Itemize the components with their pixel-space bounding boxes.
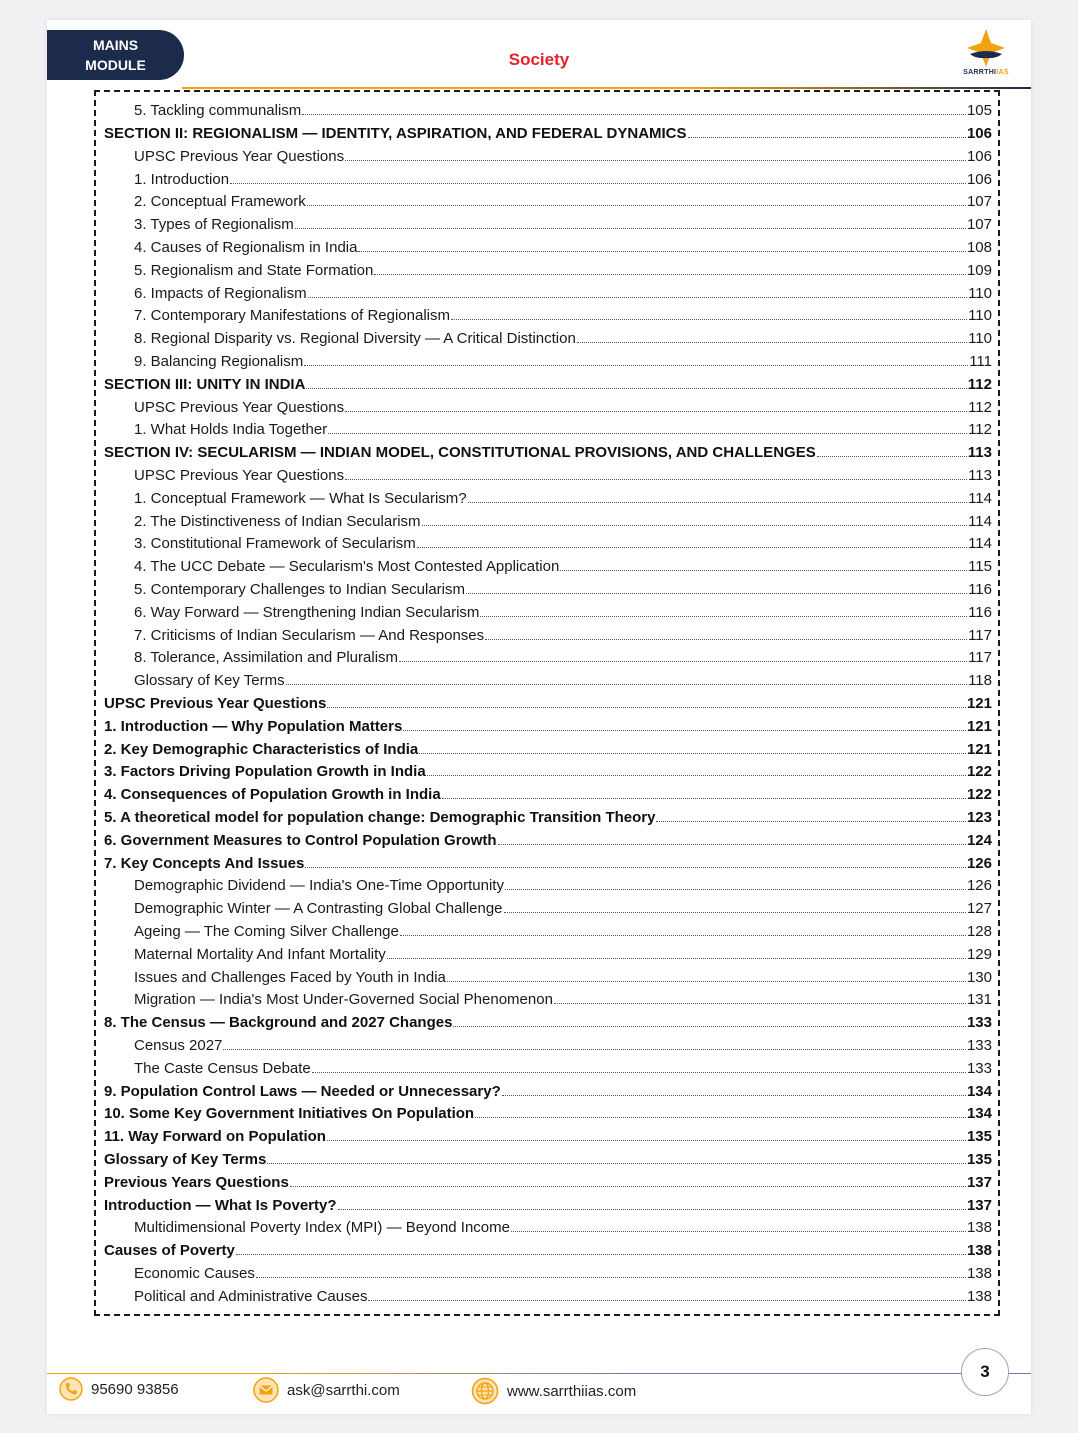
toc-dot-leader — [817, 442, 967, 457]
toc-entry-title: 4. Causes of Regionalism in India — [134, 239, 358, 257]
logo-wordmark — [957, 69, 1015, 76]
toc-entry-page: 130 — [966, 968, 992, 986]
toc-entry-page: 129 — [966, 945, 992, 963]
document-page — [47, 20, 1031, 1414]
toc-entry-title: SECTION III: UNITY IN INDIA — [104, 375, 306, 393]
toc-entry-title: 1. Conceptual Framework — What Is Secularism? — [134, 489, 467, 507]
toc-entry-page: 135 — [966, 1128, 992, 1146]
footer-divider — [47, 1373, 1031, 1374]
toc-entry-title: Ageing — The Coming Silver Challenge — [134, 922, 399, 940]
toc-entry-page: 121 — [966, 740, 992, 758]
toc-dot-leader — [480, 602, 967, 617]
toc-entry[interactable] — [104, 716, 992, 739]
toc-entry-title: 10. Some Key Government Initiatives On Population — [104, 1105, 475, 1123]
toc-dot-leader — [307, 191, 966, 206]
toc-entry[interactable] — [104, 214, 992, 237]
toc-entry-title: UPSC Previous Year Questions — [134, 398, 345, 416]
toc-dot-leader — [338, 1194, 966, 1209]
toc-entry[interactable] — [104, 351, 992, 374]
toc-entry-title: 5. Regionalism and State Formation — [134, 261, 374, 279]
toc-entry-page: 133 — [966, 1014, 992, 1032]
toc-entry-page: 109 — [966, 261, 992, 279]
toc-dot-leader — [230, 168, 966, 183]
toc-entry-title: 5. A theoretical model for population change: Demographic Transition Theory — [104, 808, 656, 826]
toc-entry-title: Demographic Winter — A Contrasting Global Challenge — [134, 900, 503, 918]
toc-entry-page: 110 — [968, 284, 992, 302]
toc-entry[interactable] — [104, 556, 992, 579]
toc-entry[interactable] — [104, 943, 992, 966]
toc-dot-leader — [328, 419, 967, 434]
toc-entry-title: UPSC Previous Year Questions — [104, 694, 327, 712]
phone-icon — [59, 1377, 83, 1401]
toc-entry-title: 8. Regional Disparity vs. Regional Diversity — A Critical Distinction — [134, 330, 576, 348]
toc-dot-leader — [554, 989, 966, 1004]
toc-entry[interactable] — [104, 1263, 992, 1286]
toc-dot-leader — [306, 374, 966, 389]
toc-entry[interactable] — [104, 1012, 992, 1035]
toc-entry-title: 3. Factors Driving Population Growth in India — [104, 763, 426, 781]
toc-entry-title: 5. Contemporary Challenges to Indian Secularism — [134, 580, 466, 598]
toc-entry[interactable] — [104, 1035, 992, 1058]
toc-dot-leader — [304, 351, 968, 366]
toc-entry-page: 114 — [968, 512, 992, 530]
globe-icon — [471, 1377, 499, 1405]
toc-entry-title: Glossary of Key Terms — [104, 1150, 267, 1168]
toc-dot-leader — [466, 579, 967, 594]
toc-dot-leader — [417, 533, 967, 548]
toc-dot-leader — [358, 237, 966, 252]
toc-entry-title: 6. Government Measures to Control Population Growth — [104, 831, 497, 849]
toc-entry-title: 8. Tolerance, Assimilation and Pluralism — [134, 649, 399, 667]
toc-entry-page: 114 — [968, 489, 992, 507]
toc-entry-page: 124 — [966, 831, 992, 849]
toc-entry-page: 134 — [966, 1082, 992, 1100]
toc-entry-page: 131 — [966, 991, 992, 1009]
toc-entry[interactable] — [104, 898, 992, 921]
toc-entry[interactable] — [104, 168, 992, 191]
toc-entry-title: 8. The Census — Background and 2027 Changes — [104, 1014, 453, 1032]
footer-email[interactable] — [253, 1377, 400, 1403]
toc-entry[interactable] — [104, 989, 992, 1012]
toc-dot-leader — [447, 966, 966, 981]
toc-entry-title: Migration — India's Most Under-Governed Social Phenomenon — [134, 991, 553, 1009]
toc-entry[interactable] — [104, 761, 992, 784]
toc-entry-title: 11. Way Forward on Population — [104, 1128, 326, 1146]
toc-entry[interactable] — [104, 875, 992, 898]
toc-entry-title: 9. Balancing Regionalism — [134, 353, 304, 371]
toc-dot-leader — [403, 716, 966, 731]
toc-entry[interactable] — [104, 693, 992, 716]
toc-entry-page: 133 — [966, 1036, 992, 1054]
toc-entry[interactable] — [104, 1057, 992, 1080]
toc-entry[interactable] — [104, 374, 992, 397]
mail-icon — [253, 1377, 279, 1403]
email-address: ask@sarrthi.com — [287, 1381, 400, 1399]
table-of-contents — [94, 90, 1000, 1316]
toc-dot-leader — [453, 1012, 966, 1027]
toc-dot-leader — [442, 784, 966, 799]
toc-dot-leader — [327, 693, 966, 708]
toc-entry[interactable] — [104, 966, 992, 989]
toc-entry-title: Previous Years Questions — [104, 1173, 289, 1191]
toc-entry-title: SECTION IV: SECULARISM — INDIAN MODEL, CONSTITUTIONAL PROVISIONS, AND CHALLENGES — [104, 444, 816, 462]
toc-entry-title: Economic Causes — [134, 1264, 255, 1282]
toc-entry-page: 107 — [966, 216, 992, 234]
toc-entry-title: Introduction — What Is Poverty? — [104, 1196, 337, 1214]
toc-entry-title: The Caste Census Debate — [134, 1059, 311, 1077]
toc-dot-leader — [302, 100, 966, 115]
toc-entry[interactable] — [104, 1149, 992, 1172]
toc-entry-page: 123 — [966, 808, 992, 826]
toc-entry-page: 138 — [966, 1287, 992, 1305]
toc-entry-title: 3. Constitutional Framework of Secularism — [134, 535, 416, 553]
toc-dot-leader — [295, 214, 966, 229]
toc-dot-leader — [419, 738, 966, 753]
toc-entry-page: 111 — [969, 353, 992, 371]
toc-entry-title: 7. Key Concepts And Issues — [104, 854, 305, 872]
toc-dot-leader — [485, 624, 967, 639]
toc-entry-title: 7. Contemporary Manifestations of Regionalism — [134, 307, 450, 325]
toc-entry[interactable] — [104, 1126, 992, 1149]
footer-phone[interactable] — [59, 1377, 179, 1401]
toc-dot-leader — [688, 123, 966, 138]
toc-dot-leader — [327, 1126, 966, 1141]
toc-entry[interactable] — [104, 807, 992, 830]
toc-entry-page: 134 — [966, 1105, 992, 1123]
toc-dot-leader — [345, 465, 967, 480]
toc-dot-leader — [286, 670, 967, 685]
toc-entry-page: 116 — [968, 580, 992, 598]
toc-entry-title: 5. Tackling communalism — [134, 102, 302, 120]
toc-entry-title: 6. Way Forward — Strengthening Indian Secularism — [134, 603, 480, 621]
toc-entry-page: 110 — [968, 330, 992, 348]
toc-entry[interactable] — [104, 852, 992, 875]
toc-entry-page: 122 — [966, 786, 992, 804]
toc-entry-page: 106 — [966, 125, 992, 143]
toc-dot-leader — [511, 1217, 966, 1232]
brand-logo — [957, 28, 1015, 86]
toc-dot-leader — [656, 807, 966, 822]
toc-dot-leader — [256, 1263, 966, 1278]
toc-entry[interactable] — [104, 237, 992, 260]
toc-entry-title: 6. Impacts of Regionalism — [134, 284, 307, 302]
toc-entry-page: 117 — [968, 649, 992, 667]
toc-entry-title: 2. The Distinctiveness of Indian Secularism — [134, 512, 421, 530]
toc-entry-page: 138 — [966, 1264, 992, 1282]
toc-dot-leader — [504, 898, 966, 913]
toc-entry-title: Causes of Poverty — [104, 1242, 235, 1260]
toc-entry[interactable] — [104, 1103, 992, 1126]
toc-entry-title: 2. Conceptual Framework — [134, 193, 306, 211]
toc-entry[interactable] — [104, 647, 992, 670]
toc-entry-page: 115 — [968, 558, 992, 576]
toc-entry-page: 133 — [966, 1059, 992, 1077]
toc-dot-leader — [451, 305, 967, 320]
toc-entry-page: 112 — [968, 398, 992, 416]
toc-dot-leader — [305, 852, 966, 867]
toc-entry[interactable] — [104, 396, 992, 419]
toc-entry[interactable] — [104, 191, 992, 214]
toc-dot-leader — [399, 647, 967, 662]
toc-dot-leader — [502, 1080, 966, 1095]
toc-dot-leader — [345, 396, 967, 411]
toc-entry[interactable] — [104, 921, 992, 944]
toc-entry[interactable] — [104, 624, 992, 647]
toc-entry-page: 138 — [966, 1219, 992, 1237]
toc-entry-page: 112 — [967, 375, 992, 393]
toc-entry-title: 4. Consequences of Population Growth in India — [104, 786, 441, 804]
toc-entry-title: Multidimensional Poverty Index (MPI) — Beyond Income — [134, 1219, 510, 1237]
toc-entry-title: Political and Administrative Causes — [134, 1287, 368, 1305]
toc-entry-page: 127 — [966, 900, 992, 918]
toc-entry-title: 1. What Holds India Together — [134, 421, 328, 439]
toc-entry[interactable] — [104, 1240, 992, 1263]
toc-entry-page: 105 — [966, 102, 992, 120]
toc-dot-leader — [345, 146, 966, 161]
toc-dot-leader — [312, 1057, 966, 1072]
toc-entry-page: 138 — [966, 1242, 992, 1260]
toc-dot-leader — [290, 1171, 966, 1186]
toc-entry[interactable] — [104, 510, 992, 533]
toc-entry[interactable] — [104, 1080, 992, 1103]
toc-entry-page: 106 — [966, 147, 992, 165]
toc-entry-page: 116 — [968, 603, 992, 621]
module-badge-line2: MODULE — [85, 57, 146, 73]
toc-entry[interactable] — [104, 419, 992, 442]
toc-entry-page: 106 — [966, 170, 992, 188]
toc-entry[interactable] — [104, 100, 992, 123]
toc-entry[interactable] — [104, 533, 992, 556]
toc-dot-leader — [422, 510, 968, 525]
toc-entry[interactable] — [104, 328, 992, 351]
toc-entry-title: Issues and Challenges Faced by Youth in India — [134, 968, 446, 986]
toc-entry-page: 128 — [966, 922, 992, 940]
toc-entry-page: 126 — [966, 877, 992, 895]
toc-dot-leader — [236, 1240, 966, 1255]
toc-entry-page: 121 — [966, 717, 992, 735]
toc-entry[interactable] — [104, 784, 992, 807]
logo-text-a: SARRTHI — [963, 69, 997, 76]
toc-entry[interactable] — [104, 465, 992, 488]
toc-dot-leader — [468, 488, 967, 503]
toc-entry[interactable] — [104, 830, 992, 853]
toc-entry-title: UPSC Previous Year Questions — [134, 467, 345, 484]
toc-entry[interactable] — [104, 1171, 992, 1194]
toc-entry-title: 3. Types of Regionalism — [134, 216, 294, 234]
toc-entry-title: UPSC Previous Year Questions — [134, 147, 345, 165]
header-divider — [182, 87, 1031, 89]
toc-entry-title: 1. Introduction — Why Population Matters — [104, 717, 403, 735]
toc-dot-leader — [498, 830, 966, 845]
toc-entry[interactable] — [104, 488, 992, 511]
toc-entry-title: Glossary of Key Terms — [134, 672, 285, 690]
toc-entry-page: 126 — [966, 854, 992, 872]
toc-dot-leader — [560, 556, 967, 571]
toc-entry[interactable] — [104, 282, 992, 305]
toc-entry-page: 108 — [966, 239, 992, 257]
logo-emblem — [966, 28, 1006, 68]
toc-entry-page: 121 — [966, 694, 992, 712]
toc-entry[interactable] — [104, 1285, 992, 1308]
footer-website[interactable] — [471, 1377, 636, 1405]
toc-dot-leader — [427, 761, 966, 776]
toc-entry-title: Maternal Mortality And Infant Mortality — [134, 945, 386, 963]
toc-dot-leader — [368, 1285, 966, 1300]
toc-entry[interactable] — [104, 123, 992, 146]
toc-entry[interactable] — [104, 1217, 992, 1240]
toc-entry[interactable] — [104, 146, 992, 169]
toc-entry-page: 137 — [966, 1173, 992, 1191]
toc-entry[interactable] — [104, 305, 992, 328]
phone-number: 95690 93856 — [91, 1380, 179, 1398]
toc-dot-leader — [267, 1149, 966, 1164]
toc-entry-page: 113 — [968, 467, 992, 484]
toc-entry-title: Census 2027 — [134, 1036, 223, 1054]
toc-dot-leader — [400, 921, 966, 936]
toc-entry-page: 137 — [966, 1196, 992, 1214]
toc-dot-leader — [505, 875, 966, 890]
toc-entry-page: 114 — [968, 535, 992, 553]
toc-dot-leader — [223, 1035, 966, 1050]
toc-dot-leader — [387, 943, 966, 958]
toc-entry-page: 107 — [966, 193, 992, 211]
toc-entry-page: 113 — [967, 444, 992, 462]
toc-entry-page: 118 — [968, 672, 992, 690]
toc-entry-page: 110 — [968, 307, 992, 325]
toc-entry[interactable] — [104, 670, 992, 693]
toc-entry-title: SECTION II: REGIONALISM — IDENTITY, ASPIRATION, AND FEDERAL DYNAMICS — [104, 125, 687, 143]
page-title: Society — [508, 50, 570, 69]
toc-entry[interactable] — [104, 738, 992, 761]
toc-entry-page: 117 — [968, 626, 992, 644]
toc-dot-leader — [475, 1103, 966, 1118]
toc-entry[interactable] — [104, 442, 992, 465]
logo-text-b: IAS — [996, 69, 1009, 76]
website-url: www.sarrthiias.com — [507, 1382, 637, 1400]
toc-entry-page: 135 — [966, 1150, 992, 1168]
toc-entry[interactable] — [104, 602, 992, 625]
module-badge-line1: MAINS — [92, 37, 139, 53]
toc-entry-page: 122 — [966, 763, 992, 781]
toc-entry[interactable] — [104, 579, 992, 602]
toc-entry-title: Demographic Dividend — India's One-Time Opportunity — [134, 877, 504, 895]
toc-entry-title: 2. Key Demographic Characteristics of India — [104, 740, 419, 758]
toc-entry-title: 9. Population Control Laws — Needed or Unnecessary? — [104, 1082, 501, 1100]
toc-entry[interactable] — [104, 1194, 992, 1217]
toc-entry-page: 112 — [968, 421, 992, 439]
toc-dot-leader — [577, 328, 967, 343]
toc-entry-title: 4. The UCC Debate — Secularism's Most Contested Application — [134, 558, 560, 576]
toc-entry-title: 1. Introduction — [134, 170, 230, 188]
page-number: 3 — [961, 1348, 1009, 1396]
toc-entry-title: 7. Criticisms of Indian Secularism — And Responses — [134, 626, 485, 644]
toc-dot-leader — [374, 260, 966, 275]
toc-dot-leader — [308, 282, 968, 297]
toc-entry[interactable] — [104, 260, 992, 283]
